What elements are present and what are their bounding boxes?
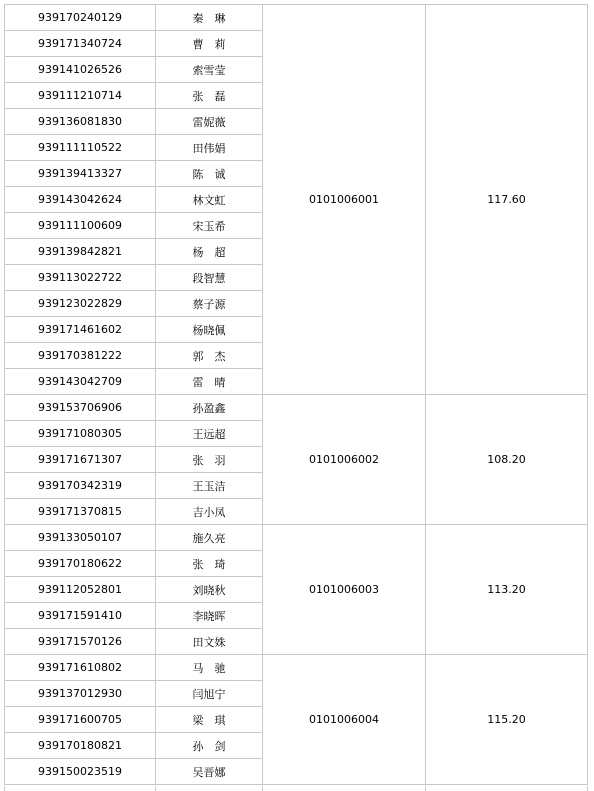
candidate-name-cell: 杨晓佩 bbox=[156, 317, 263, 343]
candidate-name-cell: 施久亮 bbox=[156, 525, 263, 551]
candidate-name-cell: 张 羽 bbox=[156, 447, 263, 473]
candidate-id-cell: 939112052801 bbox=[5, 577, 156, 603]
candidate-name-cell: 田伟娟 bbox=[156, 135, 263, 161]
candidate-id-cell: 939111110522 bbox=[5, 135, 156, 161]
position-code-cell: 0101006003 bbox=[263, 525, 426, 655]
candidate-name-cell: 雷 晴 bbox=[156, 369, 263, 395]
table-row bbox=[5, 395, 588, 421]
table-continuation-edge bbox=[4, 786, 588, 791]
candidate-id-cell: 939171340724 bbox=[5, 31, 156, 57]
candidate-id-cell: 939136081830 bbox=[5, 109, 156, 135]
candidate-name-cell: 孙 剑 bbox=[156, 733, 263, 759]
candidate-name-cell: 郭 杰 bbox=[156, 343, 263, 369]
results-table-body bbox=[5, 5, 588, 785]
candidate-id-cell: 939111100609 bbox=[5, 213, 156, 239]
candidate-id-cell: 939170381222 bbox=[5, 343, 156, 369]
candidate-name-cell: 吉小凤 bbox=[156, 499, 263, 525]
candidate-id-cell: 939141026526 bbox=[5, 57, 156, 83]
candidate-id-cell: 939111210714 bbox=[5, 83, 156, 109]
candidate-id-cell: 939139842821 bbox=[5, 239, 156, 265]
position-code-cell: 0101006004 bbox=[263, 655, 426, 785]
candidate-id-cell: 939170240129 bbox=[5, 5, 156, 31]
candidate-name-cell: 雷妮薇 bbox=[156, 109, 263, 135]
candidate-id-cell: 939137012930 bbox=[5, 681, 156, 707]
table-row bbox=[5, 655, 588, 681]
position-code-cell: 0101006001 bbox=[263, 5, 426, 395]
candidate-id-cell: 939171080305 bbox=[5, 421, 156, 447]
cutoff-score-cell: 117.60 bbox=[426, 5, 588, 395]
candidate-name-cell: 秦 琳 bbox=[156, 5, 263, 31]
candidate-id-cell: 939171461602 bbox=[5, 317, 156, 343]
candidate-id-cell: 939171370815 bbox=[5, 499, 156, 525]
cutoff-score-cell: 115.20 bbox=[426, 655, 588, 785]
candidate-name-cell: 杨 超 bbox=[156, 239, 263, 265]
candidate-name-cell: 蔡子源 bbox=[156, 291, 263, 317]
candidate-id-cell: 939171610802 bbox=[5, 655, 156, 681]
candidate-id-cell: 939150023519 bbox=[5, 759, 156, 785]
table-row bbox=[5, 525, 588, 551]
candidate-name-cell: 张 磊 bbox=[156, 83, 263, 109]
candidate-name-cell: 田文姝 bbox=[156, 629, 263, 655]
candidate-name-cell: 王远超 bbox=[156, 421, 263, 447]
candidate-id-cell: 939171570126 bbox=[5, 629, 156, 655]
candidate-id-cell: 939139413327 bbox=[5, 161, 156, 187]
candidate-id-cell: 939171591410 bbox=[5, 603, 156, 629]
table-row bbox=[5, 5, 588, 31]
candidate-id-cell: 939171671307 bbox=[5, 447, 156, 473]
candidate-name-cell: 曹 莉 bbox=[156, 31, 263, 57]
candidate-id-cell: 939153706906 bbox=[5, 395, 156, 421]
candidate-name-cell: 林文虹 bbox=[156, 187, 263, 213]
candidate-name-cell: 梁 琪 bbox=[156, 707, 263, 733]
candidate-name-cell: 陈 诚 bbox=[156, 161, 263, 187]
cutoff-score-cell: 113.20 bbox=[426, 525, 588, 655]
candidate-id-cell: 939143042709 bbox=[5, 369, 156, 395]
candidate-name-cell: 刘晓秋 bbox=[156, 577, 263, 603]
candidate-id-cell: 939133050107 bbox=[5, 525, 156, 551]
candidate-id-cell: 939170342319 bbox=[5, 473, 156, 499]
candidate-id-cell: 939143042624 bbox=[5, 187, 156, 213]
candidate-id-cell: 939113022722 bbox=[5, 265, 156, 291]
candidate-id-cell: 939170180821 bbox=[5, 733, 156, 759]
candidate-name-cell: 王玉洁 bbox=[156, 473, 263, 499]
candidate-name-cell: 张 琦 bbox=[156, 551, 263, 577]
candidate-name-cell: 段智慧 bbox=[156, 265, 263, 291]
candidate-name-cell: 索雪莹 bbox=[156, 57, 263, 83]
results-table bbox=[4, 4, 588, 785]
cutoff-score-cell: 108.20 bbox=[426, 395, 588, 525]
candidate-name-cell: 李晓晖 bbox=[156, 603, 263, 629]
candidate-name-cell: 马 驰 bbox=[156, 655, 263, 681]
candidate-name-cell: 吴晋娜 bbox=[156, 759, 263, 785]
candidate-name-cell: 闫旭宁 bbox=[156, 681, 263, 707]
position-code-cell: 0101006002 bbox=[263, 395, 426, 525]
candidate-name-cell: 孙盈鑫 bbox=[156, 395, 263, 421]
candidate-id-cell: 939171600705 bbox=[5, 707, 156, 733]
candidate-id-cell: 939170180622 bbox=[5, 551, 156, 577]
candidate-name-cell: 宋玉希 bbox=[156, 213, 263, 239]
candidate-id-cell: 939123022829 bbox=[5, 291, 156, 317]
